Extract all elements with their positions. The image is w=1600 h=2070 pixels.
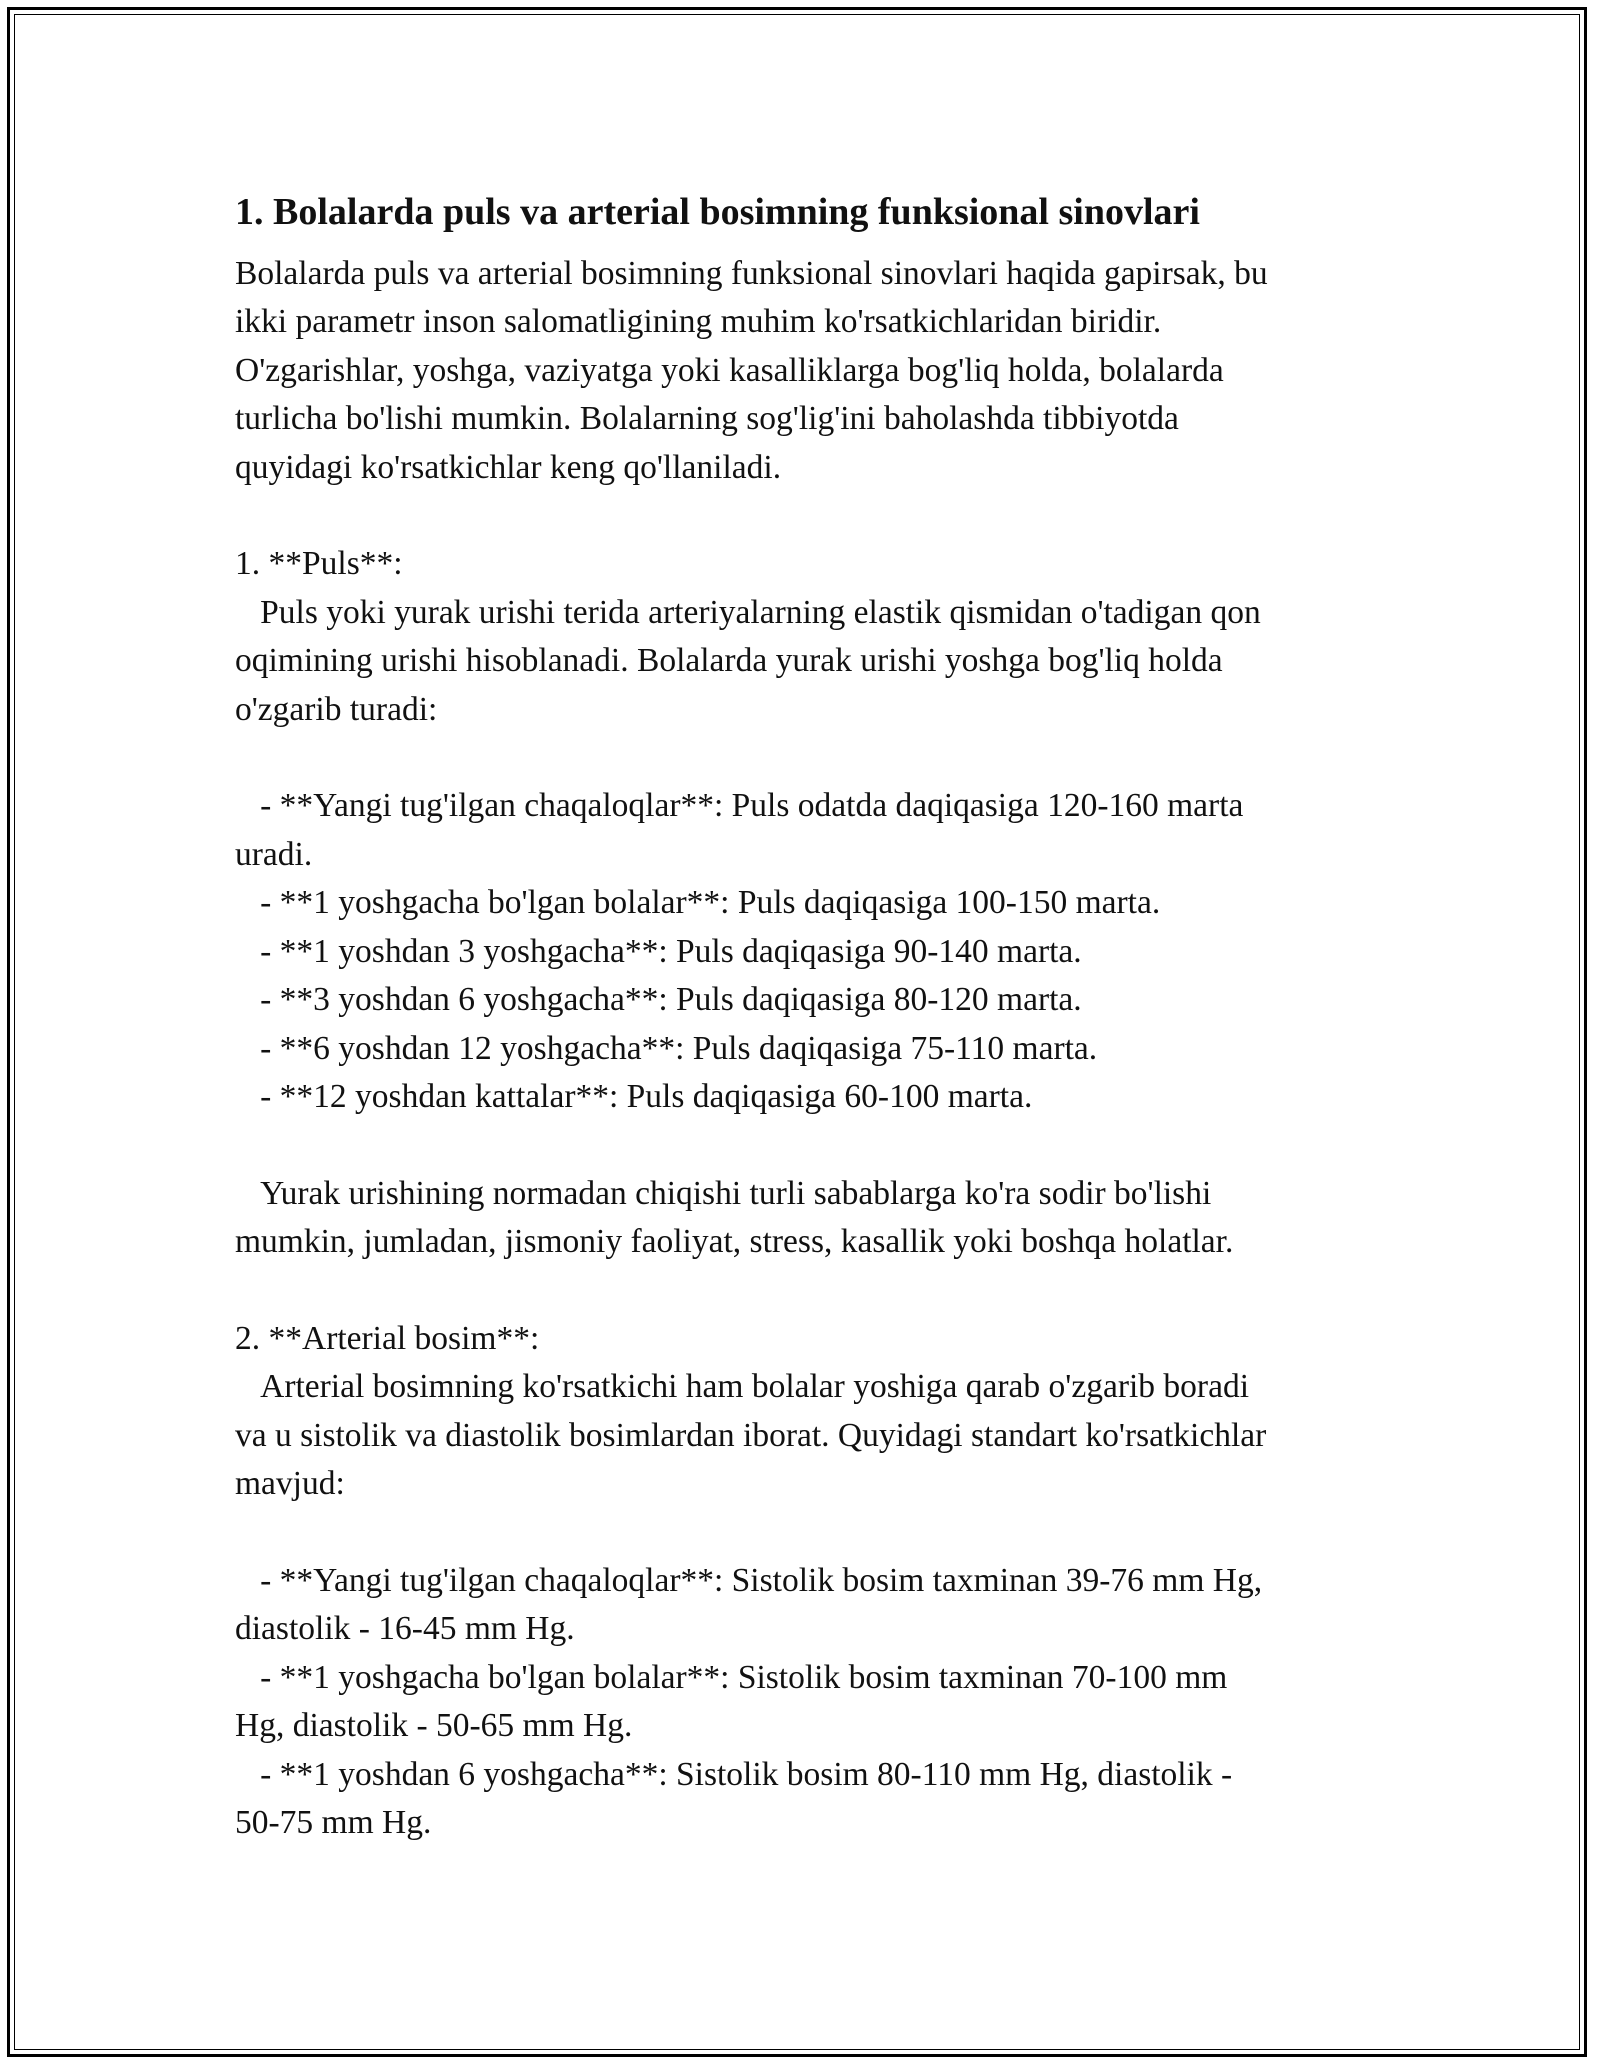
document-title: 1. Bolalarda puls va arterial bosimning funksional sinovlari [235,191,1200,233]
document-content [235,188,1380,1847]
document-body: Bolalarda puls va arterial bosimning funksional sinovlari haqida gapirsak, bu ikki parametr inson salomatligining muhim ko'rsatkichlaridan biridir. O'zgarishlar, yoshga, vaziyatga yoki kasalliklarga bog'liq holda, bolalarda turlicha bo'lishi mumkin. Bolalarning sog'lig'ini baholashda tibbiyotda quyidagi ko'rsatkichlar keng qo'llaniladi. 1. **Puls**: Puls yoki yurak urishi terida arteriyalarning elastik qismidan o'tadigan qon oqimining urishi hisoblanadi. Bolalarda yurak urishi yoshga bog'liq holda o'zgarib turadi: - **Yangi tug'ilgan chaqaloqlar**: Puls odatda daqiqasiga 120-160 marta uradi. - **1 yoshgacha bo'lgan bolalar**: Puls daqiqasiga 100-150 marta. - **1 yoshdan 3 yoshgacha**: Puls daqiqasiga 90-140 marta. - **3 yoshdan 6 yoshgacha**: Puls daqiqasiga 80-120 marta. - **6 yoshdan 12 yoshgacha**: Puls daqiqasiga 75-110 marta. - **12 yoshdan kattalar**: Puls daqiqasiga 60-100 marta. Yurak urishining normadan chiqishi turli sabablarga ko'ra sodir bo'lishi mumkin, jumladan, jismoniy faoliyat, stress, kasallik yoki boshqa holatlar. 2. **Arterial bosim**: Arterial bosimning ko'rsatkichi ham bolalar yoshiga qarab o'zgarib boradi va u sistolik va diastolik bosimlardan iborat. Quyidagi standart ko'rsatkichlar mavjud: - **Yangi tug'ilgan chaqaloqlar**: Sistolik bosim taxminan 39-76 mm Hg, diastolik - 16-45 mm Hg. - **1 yoshgacha bo'lgan bolalar**: Sistolik bosim taxminan 70-100 mm Hg, diastolik - 50-65 mm Hg. - **1 yoshdan 6 yoshgacha**: Sistolik bosim 80-110 mm Hg, diastolik - 50-75 mm Hg. [235,255,1268,1841]
